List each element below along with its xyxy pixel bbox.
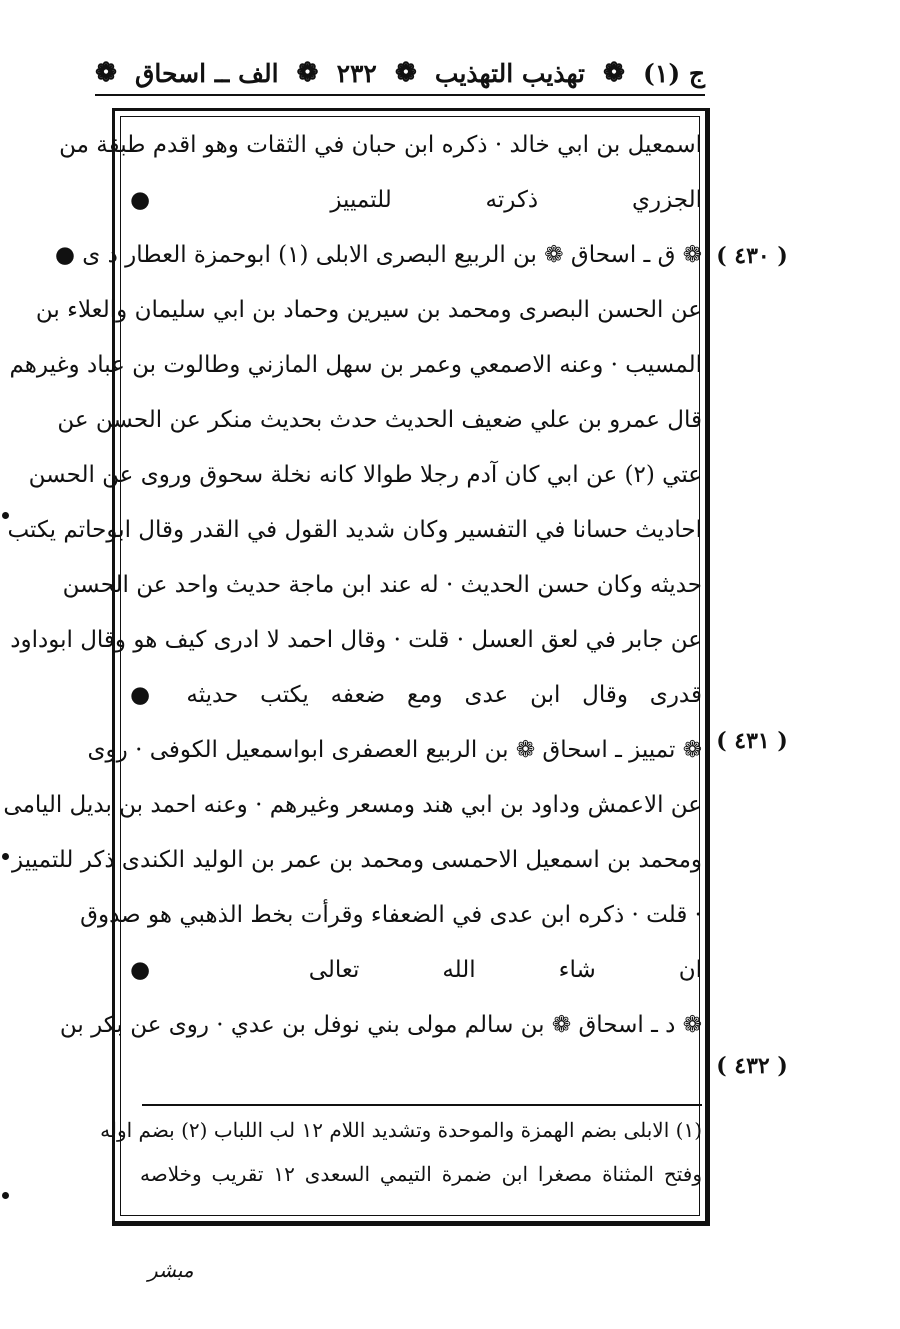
flower-ornament-icon: ❁ <box>296 58 319 88</box>
flower-ornament-icon: ❁ <box>603 58 625 88</box>
text-line: الجزري ذكرته للتمييز ● <box>130 187 702 213</box>
entry-432-heading: ❁ د ـ اسحاق ❁ بن سالم مولى بني نوفل بن عدي · روى عن بكر بن <box>59 1012 702 1038</box>
flower-ornament-icon: ❁ <box>95 58 117 88</box>
footnote-line: وفتح المثناة مصغرا ابن ضمرة التيمي السعدى ١٢ تقريب وخلاصه <box>140 1162 702 1186</box>
scan-mark <box>2 1192 9 1199</box>
page-number: ٢٣٢ <box>336 58 377 88</box>
header-divider <box>95 94 705 96</box>
text-line: اسمعيل بن ابي خالد · ذكره ابن حبان في الثقات وهو اقدم طبقة من <box>59 132 702 158</box>
signature: مبشر <box>148 1258 194 1282</box>
text-line: قال عمرو بن علي ضعيف الحديث حدث بحديث منكر عن الحسن عن <box>57 407 702 433</box>
text-line: عتي (٢) عن ابي كان آدم رجلا طوالا كانه نخلة سحوق وروى عن الحسن <box>28 462 702 488</box>
running-header <box>95 52 705 94</box>
main-text <box>3 118 702 1053</box>
entry-number-432: ( ٤٣٢ ) <box>716 1053 788 1079</box>
text-line: عن الحسن البصرى ومحمد بن سيرين وحماد بن ابي سليمان والعلاء بن <box>35 297 702 323</box>
scan-mark <box>2 853 9 860</box>
flower-ornament-icon: ❁ <box>395 58 417 88</box>
text-line: ان شاء الله تعالى ● <box>130 957 702 983</box>
text-line: احاديث حسانا في التفسير وكان شديد القول في القدر وقال ابوحاتم يكتب <box>7 517 702 543</box>
book-title: تهذيب التهذيب <box>434 58 585 88</box>
entry-number-431: ( ٤٣١ ) <box>716 728 788 754</box>
text-line: عن الاعمش وداود بن ابي هند ومسعر وغيرهم · وعنه احمد بن بديل اليامى <box>3 792 702 818</box>
volume-label: ج (١) <box>643 58 705 88</box>
text-line: ومحمد بن اسمعيل الاحمسى ومحمد بن عمر بن الوليد الكندى ذكر للتمييز <box>12 847 702 873</box>
entry-430-heading: ❁ ق ـ اسحاق ❁ بن الربيع البصرى الابلى (١) ابوحمزة العطار د ى ● <box>54 242 702 268</box>
text-line: عن جابر في لعق العسل · قلت · وقال احمد لا ادرى كيف هو وقال ابوداود <box>10 627 702 653</box>
footnote-line: (١) الابلى بضم الهمزة والموحدة وتشديد اللام ١٢ لب اللباب (٢) بضم اوله <box>100 1118 702 1142</box>
footnote-divider <box>142 1104 702 1106</box>
text-line: قدرى وقال ابن عدى ومع ضعفه يكتب حديثه ● <box>130 682 702 708</box>
footnotes <box>100 1108 702 1196</box>
scan-mark <box>2 512 9 519</box>
text-line: المسيب · وعنه الاصمعي وعمر بن سهل المازني وطالوت بن عباد وغيرهم <box>9 352 702 378</box>
entry-number-430: ( ٤٣٠ ) <box>716 243 788 269</box>
section-label: الف ــ اسحاق <box>134 58 279 88</box>
entry-431-heading: ❁ تمييز ـ اسحاق ❁ بن الربيع العصفرى ابواسمعيل الكوفى · روى <box>87 737 702 763</box>
text-line: · قلت · ذكره ابن عدى في الضعفاء وقرأت بخط الذهبي هو صدوق <box>80 902 702 928</box>
text-line: حديثه وكان حسن الحديث · له عند ابن ماجة حديث واحد عن الحسن <box>62 572 702 598</box>
